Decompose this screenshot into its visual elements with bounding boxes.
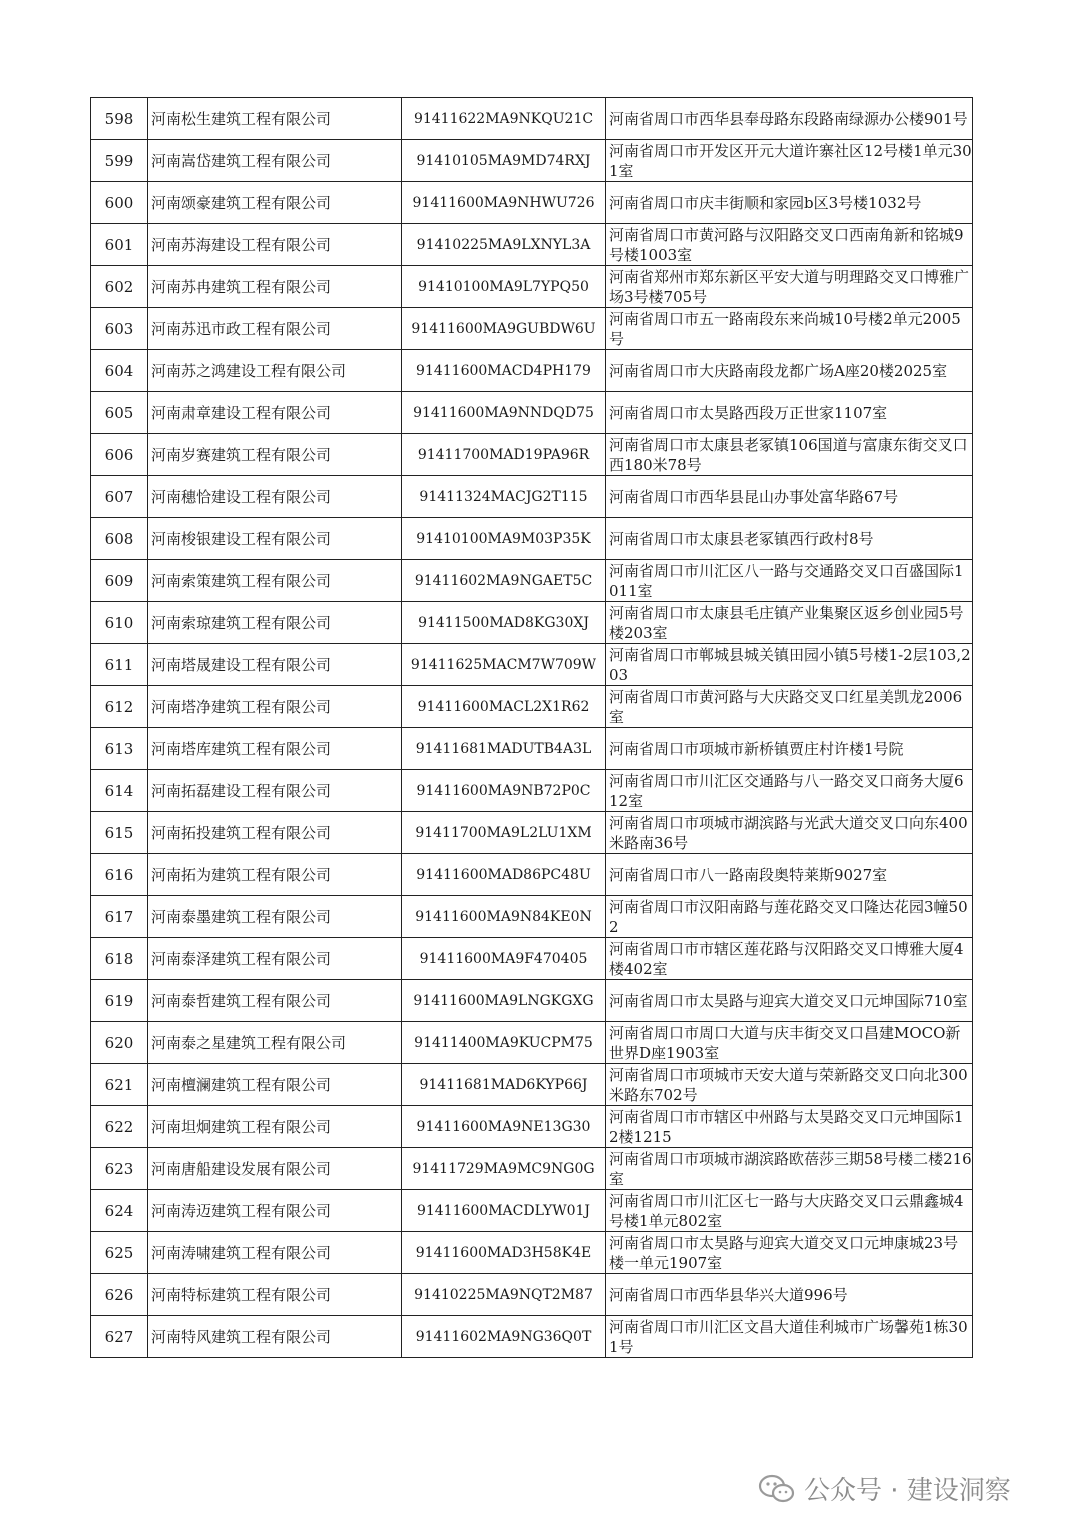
credit-code: 91411700MAD19PA96R bbox=[402, 434, 606, 476]
table-row bbox=[91, 182, 973, 224]
credit-code: 91410100MA9L7YPQ50 bbox=[402, 266, 606, 308]
company-name: 河南泰墨建筑工程有限公司 bbox=[148, 896, 402, 938]
company-address: 河南省周口市周口大道与庆丰街交叉口昌建MOCO新世界D座1903室 bbox=[606, 1022, 973, 1064]
table-row bbox=[91, 1190, 973, 1232]
table-row bbox=[91, 1064, 973, 1106]
credit-code: 91411600MACL2X1R62 bbox=[402, 686, 606, 728]
table-row bbox=[91, 602, 973, 644]
row-number: 611 bbox=[91, 644, 148, 686]
credit-code: 91411600MA9NB72P0C bbox=[402, 770, 606, 812]
company-name: 河南苏之鸿建设工程有限公司 bbox=[148, 350, 402, 392]
credit-code: 91411600MA9NE13G30 bbox=[402, 1106, 606, 1148]
credit-code: 91411681MADUTB4A3L bbox=[402, 728, 606, 770]
credit-code: 91411600MACD4PH179 bbox=[402, 350, 606, 392]
table-row bbox=[91, 728, 973, 770]
credit-code: 91411600MA9F470405 bbox=[402, 938, 606, 980]
row-number: 603 bbox=[91, 308, 148, 350]
company-name: 河南塔净建筑工程有限公司 bbox=[148, 686, 402, 728]
table-row bbox=[91, 938, 973, 980]
company-address: 河南省周口市太昊路与迎宾大道交叉口元坤康城23号楼一单元1907室 bbox=[606, 1232, 973, 1274]
company-address: 河南省周口市庆丰街顺和家园b区3号楼1032号 bbox=[606, 182, 973, 224]
company-name: 河南松生建筑工程有限公司 bbox=[148, 98, 402, 140]
company-address: 河南省周口市太康县老冢镇106国道与富康东街交叉口西180米78号 bbox=[606, 434, 973, 476]
table-row bbox=[91, 224, 973, 266]
credit-code: 91410225MA9NQT2M87 bbox=[402, 1274, 606, 1316]
credit-code: 91410100MA9M03P35K bbox=[402, 518, 606, 560]
row-number: 607 bbox=[91, 476, 148, 518]
table-body bbox=[91, 98, 973, 1358]
watermark-text: 公众号 · 建设洞察 bbox=[804, 1476, 1011, 1506]
credit-code: 91411500MAD8KG30XJ bbox=[402, 602, 606, 644]
row-number: 627 bbox=[91, 1316, 148, 1358]
credit-code: 91410105MA9MD74RXJ bbox=[402, 140, 606, 182]
company-address: 河南省周口市西华县昆山办事处富华路67号 bbox=[606, 476, 973, 518]
company-name: 河南唐船建设发展有限公司 bbox=[148, 1148, 402, 1190]
company-address: 河南省周口市太昊路西段万正世家1107室 bbox=[606, 392, 973, 434]
row-number: 616 bbox=[91, 854, 148, 896]
credit-code: 91411400MA9KUCPM75 bbox=[402, 1022, 606, 1064]
credit-code: 91411681MAD6KYP66J bbox=[402, 1064, 606, 1106]
company-list-table bbox=[90, 97, 973, 1358]
company-address: 河南省郑州市郑东新区平安大道与明理路交叉口博雅广场3号楼705号 bbox=[606, 266, 973, 308]
wechat-icon bbox=[758, 1474, 796, 1504]
credit-code: 91411600MAD86PC48U bbox=[402, 854, 606, 896]
row-number: 624 bbox=[91, 1190, 148, 1232]
table-row bbox=[91, 896, 973, 938]
company-name: 河南泰哲建筑工程有限公司 bbox=[148, 980, 402, 1022]
company-name: 河南梭银建设工程有限公司 bbox=[148, 518, 402, 560]
row-number: 609 bbox=[91, 560, 148, 602]
company-address: 河南省周口市川汇区文昌大道佳利城市广场馨苑1栋301号 bbox=[606, 1316, 973, 1358]
company-address: 河南省周口市西华县华兴大道996号 bbox=[606, 1274, 973, 1316]
company-address: 河南省周口市项城市湖滨路欧蓓莎三期58号楼二楼216室 bbox=[606, 1148, 973, 1190]
table-row bbox=[91, 518, 973, 560]
table-row bbox=[91, 1274, 973, 1316]
company-name: 河南塔库建筑工程有限公司 bbox=[148, 728, 402, 770]
row-number: 606 bbox=[91, 434, 148, 476]
company-address: 河南省周口市汉阳南路与莲花路交叉口隆达花园3幢502 bbox=[606, 896, 973, 938]
credit-code: 91411602MA9NG36Q0T bbox=[402, 1316, 606, 1358]
row-number: 610 bbox=[91, 602, 148, 644]
company-name: 河南嵩岱建筑工程有限公司 bbox=[148, 140, 402, 182]
row-number: 605 bbox=[91, 392, 148, 434]
company-address: 河南省周口市川汇区七一路与大庆路交叉口云鼎鑫城4号楼1单元802室 bbox=[606, 1190, 973, 1232]
credit-code: 91411600MA9GUBDW6U bbox=[402, 308, 606, 350]
table-row bbox=[91, 1316, 973, 1358]
company-name: 河南颂豪建筑工程有限公司 bbox=[148, 182, 402, 224]
row-number: 622 bbox=[91, 1106, 148, 1148]
table-row bbox=[91, 266, 973, 308]
table-row bbox=[91, 350, 973, 392]
company-address: 河南省周口市市辖区中州路与太昊路交叉口元坤国际12楼1215 bbox=[606, 1106, 973, 1148]
company-address: 河南省周口市八一路南段奥特莱斯9027室 bbox=[606, 854, 973, 896]
row-number: 604 bbox=[91, 350, 148, 392]
row-number: 625 bbox=[91, 1232, 148, 1274]
row-number: 619 bbox=[91, 980, 148, 1022]
credit-code: 91411625MACM7W709W bbox=[402, 644, 606, 686]
table-row bbox=[91, 1148, 973, 1190]
company-name: 河南坦炯建筑工程有限公司 bbox=[148, 1106, 402, 1148]
credit-code: 91411600MAD3H58K4E bbox=[402, 1232, 606, 1274]
company-name: 河南拓磊建设工程有限公司 bbox=[148, 770, 402, 812]
credit-code: 91410225MA9LXNYL3A bbox=[402, 224, 606, 266]
row-number: 613 bbox=[91, 728, 148, 770]
company-address: 河南省周口市五一路南段东来尚城10号楼2单元2005号 bbox=[606, 308, 973, 350]
company-address: 河南省周口市郸城县城关镇田园小镇5号楼1-2层103,203 bbox=[606, 644, 973, 686]
company-address: 河南省周口市太昊路与迎宾大道交叉口元坤国际710室 bbox=[606, 980, 973, 1022]
company-address: 河南省周口市川汇区八一路与交通路交叉口百盛国际1011室 bbox=[606, 560, 973, 602]
table-row bbox=[91, 1106, 973, 1148]
row-number: 618 bbox=[91, 938, 148, 980]
company-name: 河南拓投建筑工程有限公司 bbox=[148, 812, 402, 854]
table-row bbox=[91, 1022, 973, 1064]
company-name: 河南特标建筑工程有限公司 bbox=[148, 1274, 402, 1316]
company-address: 河南省周口市黄河路与大庆路交叉口红星美凯龙2006室 bbox=[606, 686, 973, 728]
company-address: 河南省周口市西华县奉母路东段路南绿源办公楼901号 bbox=[606, 98, 973, 140]
company-name: 河南涛迈建筑工程有限公司 bbox=[148, 1190, 402, 1232]
company-address: 河南省周口市川汇区交通路与八一路交叉口商务大厦612室 bbox=[606, 770, 973, 812]
company-name: 河南檀澜建筑工程有限公司 bbox=[148, 1064, 402, 1106]
company-name: 河南苏迅市政工程有限公司 bbox=[148, 308, 402, 350]
company-name: 河南索琼建筑工程有限公司 bbox=[148, 602, 402, 644]
company-address: 河南省周口市开发区开元大道许寨社区12号楼1单元301室 bbox=[606, 140, 973, 182]
watermark bbox=[758, 1470, 1011, 1507]
table-row bbox=[91, 392, 973, 434]
company-address: 河南省周口市大庆路南段龙都广场A座20楼2025室 bbox=[606, 350, 973, 392]
table-row bbox=[91, 140, 973, 182]
company-address: 河南省周口市项城市天安大道与荣新路交叉口向北300米路东702号 bbox=[606, 1064, 973, 1106]
row-number: 617 bbox=[91, 896, 148, 938]
company-address: 河南省周口市太康县毛庄镇产业集聚区返乡创业园5号楼203室 bbox=[606, 602, 973, 644]
row-number: 621 bbox=[91, 1064, 148, 1106]
table-row bbox=[91, 476, 973, 518]
company-address: 河南省周口市项城市新桥镇贾庄村许楼1号院 bbox=[606, 728, 973, 770]
table-row bbox=[91, 560, 973, 602]
table-row bbox=[91, 686, 973, 728]
row-number: 601 bbox=[91, 224, 148, 266]
company-name: 河南泰泽建筑工程有限公司 bbox=[148, 938, 402, 980]
row-number: 602 bbox=[91, 266, 148, 308]
row-number: 608 bbox=[91, 518, 148, 560]
row-number: 620 bbox=[91, 1022, 148, 1064]
company-address: 河南省周口市市辖区莲花路与汉阳路交叉口博雅大厦4楼402室 bbox=[606, 938, 973, 980]
table-row bbox=[91, 980, 973, 1022]
company-name: 河南特风建筑工程有限公司 bbox=[148, 1316, 402, 1358]
credit-code: 91411600MA9N84KE0N bbox=[402, 896, 606, 938]
company-name: 河南苏海建设工程有限公司 bbox=[148, 224, 402, 266]
credit-code: 91411600MA9NHWU726 bbox=[402, 182, 606, 224]
table-row bbox=[91, 434, 973, 476]
company-address: 河南省周口市项城市湖滨路与光武大道交叉口向东400米路南36号 bbox=[606, 812, 973, 854]
company-name: 河南岁赛建筑工程有限公司 bbox=[148, 434, 402, 476]
credit-code: 91411600MA9NNDQD75 bbox=[402, 392, 606, 434]
credit-code: 91411700MA9L2LU1XM bbox=[402, 812, 606, 854]
table-row bbox=[91, 98, 973, 140]
company-name: 河南苏冉建筑工程有限公司 bbox=[148, 266, 402, 308]
table-row bbox=[91, 644, 973, 686]
credit-code: 91411602MA9NGAET5C bbox=[402, 560, 606, 602]
row-number: 600 bbox=[91, 182, 148, 224]
row-number: 615 bbox=[91, 812, 148, 854]
credit-code: 91411600MACDLYW01J bbox=[402, 1190, 606, 1232]
row-number: 626 bbox=[91, 1274, 148, 1316]
row-number: 614 bbox=[91, 770, 148, 812]
credit-code: 91411622MA9NKQU21C bbox=[402, 98, 606, 140]
company-address: 河南省周口市黄河路与汉阳路交叉口西南角新和铭城9号楼1003室 bbox=[606, 224, 973, 266]
row-number: 598 bbox=[91, 98, 148, 140]
credit-code: 91411729MA9MC9NG0G bbox=[402, 1148, 606, 1190]
company-name: 河南穗恰建设工程有限公司 bbox=[148, 476, 402, 518]
company-name: 河南涛啸建筑工程有限公司 bbox=[148, 1232, 402, 1274]
table-row bbox=[91, 812, 973, 854]
table-row bbox=[91, 308, 973, 350]
company-name: 河南泰之星建筑工程有限公司 bbox=[148, 1022, 402, 1064]
row-number: 623 bbox=[91, 1148, 148, 1190]
credit-code: 91411324MACJG2T115 bbox=[402, 476, 606, 518]
table-row bbox=[91, 854, 973, 896]
company-name: 河南肃章建设工程有限公司 bbox=[148, 392, 402, 434]
company-name: 河南塔晟建设工程有限公司 bbox=[148, 644, 402, 686]
row-number: 612 bbox=[91, 686, 148, 728]
company-name: 河南索策建筑工程有限公司 bbox=[148, 560, 402, 602]
table-row bbox=[91, 1232, 973, 1274]
credit-code: 91411600MA9LNGKGXG bbox=[402, 980, 606, 1022]
company-address: 河南省周口市太康县老冢镇西行政村8号 bbox=[606, 518, 973, 560]
table-row bbox=[91, 770, 973, 812]
row-number: 599 bbox=[91, 140, 148, 182]
company-name: 河南拓为建筑工程有限公司 bbox=[148, 854, 402, 896]
